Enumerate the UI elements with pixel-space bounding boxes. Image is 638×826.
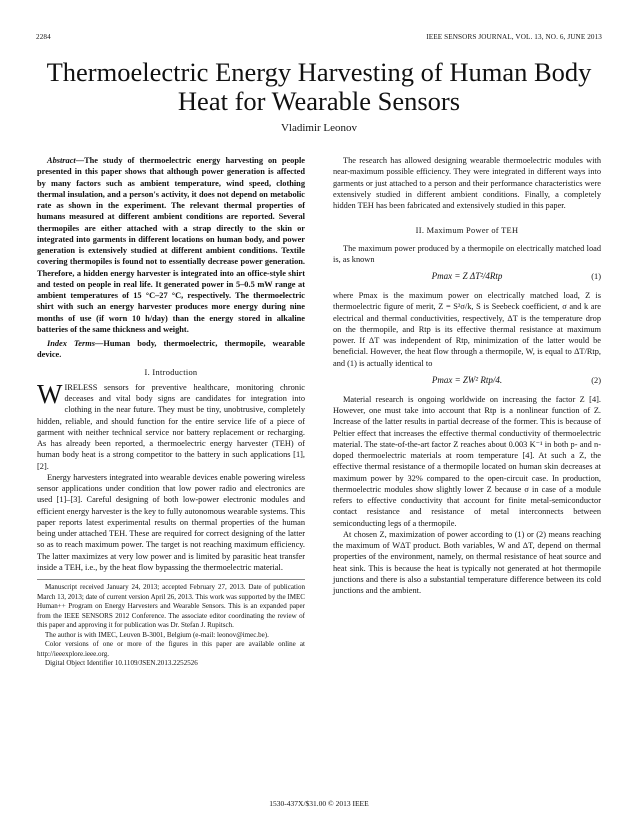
footnote-doi: Digital Object Identifier 10.1109/JSEN.2013.2252526 [45, 659, 198, 668]
drop-cap: W [37, 378, 63, 409]
author-name: Vladimir Leonov [280, 122, 358, 134]
section-heading-introduction: I. Introduction [144, 367, 198, 377]
intro-paragraph-1-text: IRELESS sensors for preventive healthcare, monitoring chronic deceases and vital body signs are candidates for integration into clothing in the near future. They must be tiny, unobtrusive, completely hidden, reliable, and should function for the entire service life of a piece of garment with neither technical service nor battery replacement or recharging. As has already been reported, a thermoelectric energy harvester (TEH) of human body heat is a strong competitor to the battery in such applications [1], [2]. [37, 382, 305, 471]
intro-paragraph-2: Energy harvesters integrated into wearable devices enable powering wireless sensor applications under condition that low power radio and electronics are used [1]–[3]. Careful designing of both low-power electronic modules and efficient energy harvester is the key to fully autonomous wearable systems. This paper reports latest experimental results on thermal properties of the human being under attached TEH. These are required for correct designing of the latter so as to reach maximum power. The target is not reaching maximum efficiency. The latter maximizes at very low power and is limited by parasitic heat transfer inside a TEH, i.e., by the heat flow bypassing the thermoelectric material. [37, 472, 305, 572]
equation-2 [333, 371, 601, 392]
right-paragraph-4: Material research is ongoing worldwide on increasing the factor Z [4]. However, one must take into account that Rtp is a nonlinear function of Z. Increase of the latter results in partial decrease of the former. This is because of Peltier effect that increases the effective thermal conductivity of thermoelectric material. The state-of-the-art factor Z reaches about 0.003 K⁻¹ in both p- and n-doped thermoelectric materials at room temperature [4]. At such a Z, the effective thermal resistance of a thermopile located on human skin decreases at maximum power by 32% compared to the open-circuit case. In production, thermoelectric modules show slightly lower Z because σ in case of a module refers to effective conductivity that account for finite metal-semiconductor contact resistance and resistance of metal interconnects between semiconducting legs of a thermopile. [333, 394, 601, 528]
page-number: 2284 [36, 33, 51, 41]
index-terms-text: Human body, thermoelectric, thermopile, wearable device. [37, 339, 305, 360]
equation-1 [333, 267, 601, 288]
abstract-text: The study of thermoelectric energy harvesting on people presented in this paper shows that although power generation is affected by many factors such as ambient temperature, wind speed, clothing thermal insulation, and a person's activity, it does not depend on metabolic rate as shown in the experiment. The relevant thermal properties of humans measured at different ambient conditions are reported. Several thermopiles are either attached with a strap directly to the skin or integrated into garments in different locations on human body, and power generation is extensively studied at different ambient conditions. Textile covering thermopiles is found not to essentially decrease power generation. Therefore, a hidden energy harvester is integrated into an office-style shirt and tested on people in real life. It generated power in 5–0.5 mW range at ambient temperatures of 15 °C–27 °C, respectively. The thermoelectric shirt with such an energy harvester produces more energy during nine months of use (if worn 10 h/day) than the energy stored in alkaline batteries of the same thickness and weight. [37, 156, 305, 334]
equation-2-math: Pmax = ZW² Rtp/4. [431, 374, 503, 385]
paper-title: Thermoelectric Energy Harvesting of Human Body Heat for Wearable Sensors [46, 57, 592, 116]
copyright-footer: 1530-437X/$31.00 © 2013 IEEE [269, 799, 369, 808]
equation-1-math: Pmax = Z ΔT²/4Rtp [431, 271, 503, 281]
running-header: IEEE SENSORS JOURNAL, VOL. 13, NO. 6, JUNE 2013 [426, 33, 602, 41]
index-terms [37, 338, 305, 361]
equation-2-number: (2) [591, 375, 601, 385]
right-paragraph-3: where Pmax is the maximum power on electrically matched load, Z is thermoelectric figure of merit, Z = S²σ/k, S is Seebeck coefficient, σ and k are electrical and thermal conductivities, respectively, ΔT is the temperature drop on the thermopile, and Rtp is its effective thermal resistance at maximum power. If ΔT was independent of Rtp, minimization of the latter would be beneficial. However, the heat flow through a thermopile, W, is equal to ΔT/Rtp, and (1) is actually identical to [333, 291, 601, 368]
index-terms-label: Index Terms— [47, 339, 104, 348]
footnote-manuscript: Manuscript received January 24, 2013; accepted February 27, 2013. Date of publication March 13, 2013; date of current version April 26, 2013. This work was supported by the IMEC Human++ Program on Energy Harvesters and Wearable Sensors. This is an expanded paper from the IEEE SENSORS 2012 Conference. The associate editor coordinating the review of this paper and approving it for publication was Dr. Stefan J. Rupitsch. [37, 583, 305, 630]
abstract-label: Abstract— [47, 156, 85, 165]
right-paragraph-5: At chosen Z, maximization of power according to (1) or (2) means reaching the maximum of WΔT product. Both variables, W and ΔT, depend on thermal properties of the environment, namely, on thermal resistance of heat source and heat sink. This is because the heat is typically not generated at hot thermopile junctions and there is also a substantial temperature difference between its cold junctions and the ambient. [333, 529, 601, 595]
footnote-color: Color versions of one or more of the figures in this paper are available online at http://ieeexplore.ieee.org. [37, 640, 305, 658]
abstract [37, 155, 305, 335]
equation-1-number: (1) [591, 272, 601, 281]
section-heading-maximum-power: II. Maximum Power of TEH [415, 226, 519, 236]
right-column [333, 155, 601, 596]
right-paragraph-2: The maximum power produced by a thermopile on electrically matched load is, as known [333, 243, 601, 264]
intro-paragraph-1 [37, 378, 305, 472]
right-paragraph-1: The research has allowed designing wearable thermoelectric modules with near-maximum possible efficiency. They were integrated in different ways into garments or just attached to a person and their performance characteristics were extensively studied in different ambient conditions. Finally, a completely hidden TEH has been fabricated and extensively studied in this paper. [333, 156, 601, 210]
left-column [37, 155, 305, 669]
footnote-author: The author is with IMEC, Leuven B-3001, Belgium (e-mail: leonov@imec.be). [45, 630, 269, 639]
footnote [37, 579, 305, 669]
